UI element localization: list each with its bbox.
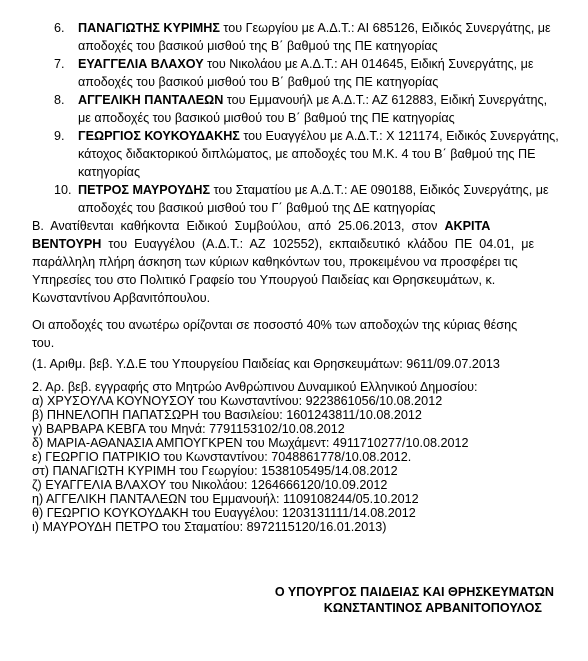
item-number: 9. — [54, 129, 65, 143]
appointee-details-cont: κάτοχος διδακτορικού διπλώματος, με αποδοχές του Μ.Κ. 4 του Β΄ βαθμού της ΠΕ — [78, 147, 536, 161]
appointee-name: ΑΓΓΕΛΙΚΗ ΠΑΝΤΑΛΕΩΝ — [78, 93, 224, 107]
appointee-details: του Σταματίου με Α.Δ.Τ.: ΑΕ 090188, Ειδικός Συνεργάτης, με — [210, 183, 549, 197]
section-b-text: Β. Ανατίθενται καθήκοντα Ειδικού Συμβούλου, από 25.06.2013, στον — [32, 219, 445, 233]
section-b-text: του Ευαγγέλου (Α.Δ.Τ.: ΑΖ 102552), εκπαιδευτικό κλάδου ΠΕ 04.01, με — [101, 237, 535, 251]
appointee-details-cont: αποδοχές του βασικού μισθού της Β΄ βαθμού της ΠΕ κατηγορίας — [78, 39, 438, 53]
appointee-details-cont: αποδοχές του βασικού μισθού του Β΄ βαθμού της ΠΕ κατηγορίας — [78, 75, 439, 89]
registry-entry: ε) ΓΕΩΡΓΙΟ ΠΑΤΡΙΚΙΟ του Κωνσταντίνου: 7048861778/10.08.2012. — [32, 450, 412, 464]
registry-entry: α) ΧΡΥΣΟΥΛΑ ΚΟΥΝΟΥΣΟΥ του Κωνσταντίνου: 9223861056/10.08.2012 — [32, 394, 443, 408]
remuneration-text: Οι αποδοχές του ανωτέρω ορίζονται σε ποσοστό 40% των αποδοχών της κύριας θέσης — [32, 318, 518, 332]
registry-entry: β) ΠΗΝΕΛΟΠΗ ΠΑΠΑΤΣΩΡΗ του Βασιλείου: 1601243811/10.08.2012 — [32, 408, 422, 422]
appointee-name: ΕΥΑΓΓΕΛΙΑ ΒΛΑΧΟΥ — [78, 57, 204, 71]
registry-entry: θ) ΓΕΩΡΓΙΟ ΚΟΥΚΟΥΔΑΚΗ του Ευαγγέλου: 1203131111/14.08.2012 — [32, 506, 416, 520]
appointee-name: ΠΕΤΡΟΣ ΜΑΥΡΟΥΔΗΣ — [78, 183, 211, 197]
appointee-name: ΠΑΝΑΓΙΩΤΗΣ ΚΥΡΙΜΗΣ — [78, 21, 220, 35]
appointee-details: του Εμμανουήλ με Α.Δ.Τ.: ΑΖ 612883, Ειδική Συνεργάτης, — [223, 93, 548, 107]
remuneration-text: του. — [32, 336, 55, 350]
minister-name: ΚΩΝΣΤΑΝΤΙΝΟΣ ΑΡΒΑΝΙΤΟΠΟΥΛΟΣ — [323, 601, 542, 615]
appointee-name: ΓΕΩΡΓΙΟΣ ΚΟΥΚΟΥΔΑΚΗΣ — [78, 129, 240, 143]
special-advisor-name: ΑΚΡΙΤΑ — [444, 219, 491, 233]
item-number: 8. — [54, 93, 65, 107]
registry-entry: δ) ΜΑΡΙΑ-ΑΘΑΝΑΣΙΑ ΑΜΠΟΥΓΚΡΕΝ του Μωχάμεντ: 4911710277/10.08.2012 — [32, 436, 469, 450]
registry-entry: στ) ΠΑΝΑΓΙΩΤΗ ΚΥΡΙΜΗ του Γεωργίου: 1538105495/14.08.2012 — [32, 464, 398, 478]
registry-entry: γ) ΒΑΡΒΑΡΑ ΚΕΒΓΑ του Μηνά: 7791153102/10.08.2012 — [32, 422, 345, 436]
item-number: 7. — [54, 57, 65, 71]
footnote-2-title: 2. Αρ. βεβ. εγγραφής στο Μητρώο Ανθρώπινου Δυναμικού Ελληνικού Δημοσίου: — [32, 380, 478, 394]
appointee-details: του Νικολάου με Α.Δ.Τ.: ΑΗ 014645, Ειδική Συνεργάτης, με — [203, 57, 534, 71]
registry-entry: ζ) ΕΥΑΓΓΕΛΙΑ ΒΛΑΧΟΥ του Νικολάου: 1264666120/10.09.2012 — [32, 478, 388, 492]
special-advisor-surname: ΒΕΝΤΟΥΡΗ — [32, 237, 102, 251]
section-b-text: Υπηρεσίες του στο Πολιτικό Γραφείο του Υπουργού Παιδείας και Θρησκευμάτων, κ. — [32, 273, 496, 287]
appointee-details-cont: κατηγορίας — [78, 165, 141, 179]
registry-entry: ι) ΜΑΥΡΟΥΔΗ ΠΕΤΡΟ του Σταματίου: 8972115120/16.01.2013) — [32, 520, 387, 534]
appointee-details: του Ευαγγέλου με Α.Δ.Τ.: Χ 121174, Ειδικός Συνεργάτης, — [239, 129, 559, 143]
appointee-details-cont: αποδοχές του βασικού μισθού του Γ΄ βαθμού της ΔΕ κατηγορίας — [78, 201, 436, 215]
item-number: 10. — [54, 183, 72, 197]
section-b-text: Κωνσταντίνου Αρβανιτόπουλου. — [32, 291, 211, 305]
minister-title: Ο ΥΠΟΥΡΓΟΣ ΠΑΙΔΕΙΑΣ ΚΑΙ ΘΡΗΣΚΕΥΜΑΤΩΝ — [274, 585, 554, 599]
appointee-details-cont: με αποδοχές του βασικού μισθού του Β΄ βαθμού της ΠΕ κατηγορίας — [78, 111, 455, 125]
appointee-details: του Γεωργίου με Α.Δ.Τ.: ΑΙ 685126, Ειδικός Συνεργάτης, με — [219, 21, 551, 35]
registry-entry: η) ΑΓΓΕΛΙΚΗ ΠΑΝΤΑΛΕΩΝ του Εμμανουήλ: 1109108244/05.10.2012 — [32, 492, 419, 506]
section-b-text: παράλληλη πλήρη άσκηση των κύριων καθηκόντων του, προκειμένου να προσφέρει τις — [32, 255, 518, 269]
item-number: 6. — [54, 21, 65, 35]
footnote-1: (1. Αριθμ. βεβ. Υ.Δ.Ε του Υπουργείου Παιδείας και Θρησκευμάτων: 9611/09.07.2013 — [32, 357, 500, 371]
